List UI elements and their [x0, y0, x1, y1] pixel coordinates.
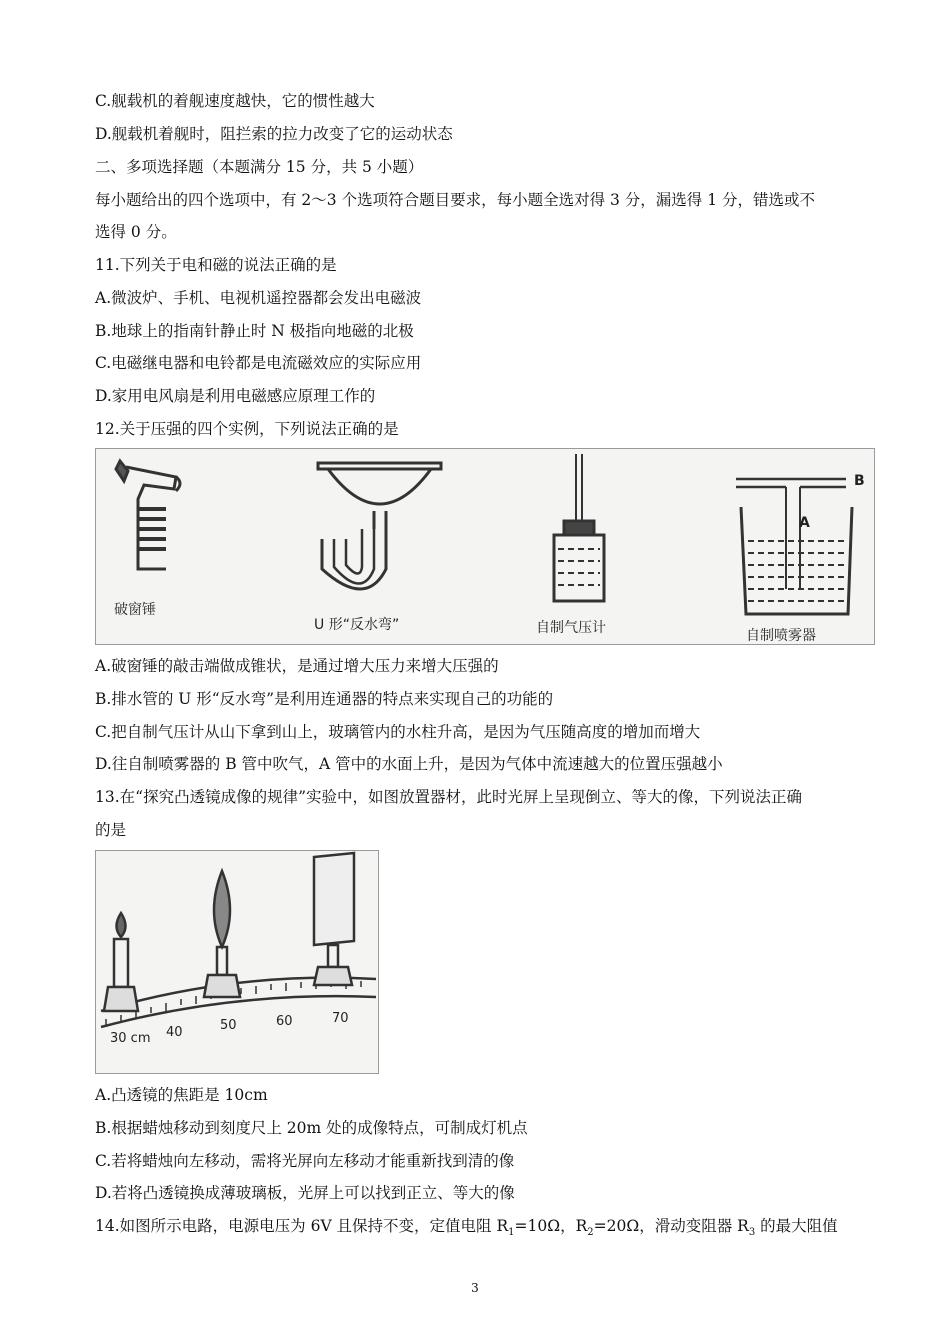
q11-option-d: D.家用电风扇是利用电磁感应原理工作的 [95, 387, 376, 405]
line-c-carrier: C.舰载机的着舰速度越快，它的惯性越大 [95, 92, 375, 110]
q11-option-c: C.电磁继电器和电铃都是电流磁效应的实际应用 [95, 354, 422, 372]
scale-60: 60 [276, 1014, 293, 1029]
q12-option-b: B.排水管的 U 形“反水弯”是利用连通器的特点来实现自己的功能的 [95, 690, 554, 708]
q14-text-1: 14.如图所示电路，电源电压为 6V 且保持不变，定值电阻 R [95, 1217, 509, 1235]
q12-option-c: C.把自制气压计从山下拿到山上，玻璃管内的水柱升高，是因为气压随高度的增加而增大 [95, 723, 701, 741]
candle-icon [104, 913, 138, 1011]
question-12: 12.关于压强的四个实例，下列说法正确的是 [95, 420, 399, 438]
line-d-carrier: D.舰载机着舰时，阻拦索的拉力改变了它的运动状态 [95, 125, 453, 143]
scale-40: 40 [166, 1025, 183, 1040]
caption-u-trap: U 形“反水弯” [314, 617, 400, 633]
label-a: A [799, 515, 810, 531]
q11-option-a: A.微波炉、手机、电视机遥控器都会发出电磁波 [95, 289, 422, 307]
light-screen-icon [314, 853, 354, 985]
scale-30: 30 cm [110, 1031, 151, 1046]
figure-q12 [95, 448, 875, 645]
q12-option-a: A.破窗锤的敲击端做成锥状，是通过增大压力来增大压强的 [95, 657, 499, 675]
q13-option-a: A.凸透镜的焦距是 10cm [95, 1086, 268, 1104]
q14-text-2: =10Ω，R [514, 1217, 588, 1235]
barometer-icon [554, 454, 604, 601]
scale-50: 50 [220, 1018, 237, 1033]
q11-option-b: B.地球上的指南针静止时 N 极指向地磁的北极 [95, 322, 414, 340]
figure-q12-drawing [96, 449, 874, 644]
question-14 [95, 1216, 838, 1243]
lens-icon [204, 871, 240, 997]
caption-window-breaker: 破窗锤 [114, 602, 156, 618]
section-title: 二、多项选择题（本题满分 15 分，共 5 小题） [95, 158, 424, 176]
label-b: B [854, 473, 865, 489]
q13-option-c: C.若将蜡烛向左移动，需将光屏向左移动才能重新找到清的像 [95, 1152, 515, 1170]
q13-option-b: B.根据蜡烛移动到刻度尺上 20m 处的成像特点，可制成灯机点 [95, 1119, 528, 1137]
q13-option-d: D.若将凸透镜换成薄玻璃板，光屏上可以找到正立、等大的像 [95, 1184, 515, 1202]
question-11: 11.下列关于电和磁的说法正确的是 [95, 256, 337, 274]
q14-text-4: 的最大阻值 [755, 1217, 838, 1235]
question-13-cont: 的是 [95, 821, 127, 839]
u-trap-icon [318, 463, 441, 589]
sprayer-icon [736, 479, 852, 614]
section-instructions-cont: 选得 0 分。 [95, 223, 177, 241]
page-number: 3 [471, 1281, 479, 1295]
caption-sprayer: 自制喷雾器 [746, 628, 816, 644]
section-instructions: 每小题给出的四个选项中，有 2～3 个选项符合题目要求，每小题全选对得 3 分，漏选得 1 分，错选或不 [95, 191, 816, 209]
q14-sub-2: 2 [587, 1227, 594, 1239]
q14-sub-3: 3 [748, 1227, 756, 1239]
q14-sub-1: 1 [508, 1227, 515, 1239]
question-13: 13.在“探究凸透镜成像的规律”实验中，如图放置器材，此时光屏上呈现倒立、等大的像，下列说法正确 [95, 788, 803, 806]
q12-option-d: D.往自制喷雾器的 B 管中吹气，A 管中的水面上升，是因为气体中流速越大的位置压强越小 [95, 755, 723, 773]
scale-70: 70 [332, 1011, 349, 1026]
q14-text-3: =20Ω，滑动变阻器 R [593, 1217, 749, 1235]
caption-barometer: 自制气压计 [536, 620, 606, 636]
figure-q13 [95, 850, 379, 1074]
window-breaker-icon [116, 461, 180, 569]
